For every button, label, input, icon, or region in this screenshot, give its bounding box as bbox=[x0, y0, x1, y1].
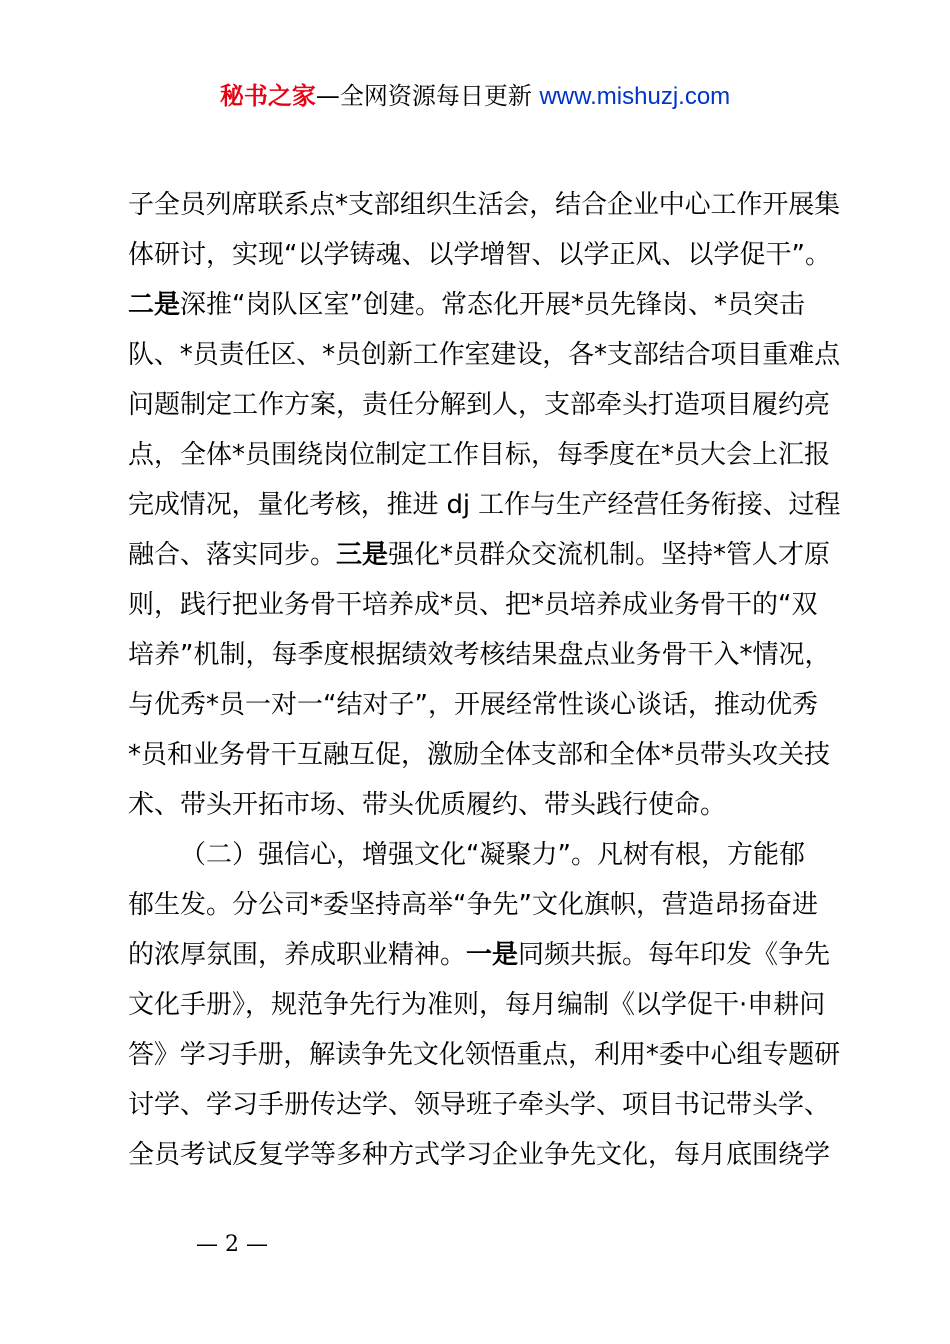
text-segment: 培养”机制，每季度根据绩效考核结果盘点业务骨干入*情况， bbox=[128, 640, 831, 670]
text-segment: 点，全体*员围绕岗位制定工作目标，每季度在*员大会上汇报 bbox=[128, 440, 831, 470]
text-line bbox=[128, 1030, 840, 1080]
text-segment: 答》学习手册，解读争先文化领悟重点，利用*委中心组专题研 bbox=[128, 1040, 841, 1070]
text-segment: 完成情况，量化考核，推进 dj 工作与生产经营任务衔接、过程 bbox=[128, 490, 841, 520]
text-segment: 问题制定工作方案，责任分解到人，支部牵头打造项目履约亮 bbox=[128, 390, 831, 420]
text-segment: 讨学、学习手册传达学、领导班子牵头学、项目书记带头学、 bbox=[128, 1090, 831, 1120]
text-line bbox=[128, 580, 840, 630]
text-line bbox=[128, 180, 840, 230]
text-segment: 则，践行把业务骨干培养成*员、把*员培养成业务骨干的“双 bbox=[128, 590, 818, 620]
text-segment: 强化*员群众交流机制。坚持*管人才原 bbox=[388, 540, 831, 570]
page-number: — 2 — bbox=[196, 1232, 268, 1257]
text-segment: 深推“岗队区室”创建。常态化开展*员先锋岗、*员突击 bbox=[180, 290, 805, 320]
text-segment: （二）强信心，增强文化“凝聚力”。凡树有根，方能郁 bbox=[180, 840, 805, 870]
text-line bbox=[128, 880, 840, 930]
text-segment: 文化手册》，规范争先行为准则，每月编制《以学促干·申耕问 bbox=[128, 990, 826, 1020]
text-line bbox=[128, 980, 840, 1030]
text-segment: 队、*员责任区、*员创新工作室建设，各*支部结合项目重难点 bbox=[128, 340, 841, 370]
text-segment: *员和业务骨干互融互促，激励全体支部和全体*员带头攻关技 bbox=[128, 740, 831, 770]
site-url[interactable]: www.mishuzj.com bbox=[539, 83, 731, 110]
text-segment: 融合、落实同步。 bbox=[128, 540, 337, 570]
text-line bbox=[128, 1080, 840, 1130]
text-segment: 术、带头开拓市场、带头优质履约、带头践行使命。 bbox=[128, 790, 727, 820]
site-header bbox=[0, 80, 950, 113]
bold-lead-phrase: 一是 bbox=[466, 940, 519, 970]
text-line bbox=[128, 630, 840, 680]
site-slogan: —全网资源每日更新 bbox=[315, 82, 532, 110]
text-line bbox=[128, 380, 840, 430]
text-line bbox=[128, 280, 840, 330]
text-line bbox=[128, 230, 840, 280]
text-line bbox=[128, 1130, 840, 1180]
document-body bbox=[128, 180, 840, 1180]
text-segment: 的浓厚氛围，养成职业精神。 bbox=[128, 940, 467, 970]
text-line bbox=[128, 680, 840, 730]
text-segment: 郁生发。分公司*委坚持高举“争先”文化旗帜，营造昂扬奋进 bbox=[128, 890, 818, 920]
text-segment: 体研讨，实现“以学铸魂、以学增智、以学正风、以学促干”。 bbox=[128, 240, 831, 270]
text-line bbox=[128, 530, 840, 580]
text-segment: 子全员列席联系点*支部组织生活会，结合企业中心工作开展集 bbox=[128, 190, 841, 220]
text-line bbox=[128, 330, 840, 380]
site-name: 秘书之家 bbox=[219, 82, 316, 110]
text-segment: 全员考试反复学等多种方式学习企业争先文化，每月底围绕学 bbox=[128, 1140, 831, 1170]
text-line bbox=[128, 430, 840, 480]
bold-lead-phrase: 二是 bbox=[128, 290, 181, 320]
text-line bbox=[128, 780, 840, 830]
text-line bbox=[128, 480, 840, 530]
text-line bbox=[128, 930, 840, 980]
text-segment: 同频共振。每年印发《争先 bbox=[518, 940, 831, 970]
text-line bbox=[128, 830, 840, 880]
text-line bbox=[128, 730, 840, 780]
text-segment: 与优秀*员一对一“结对子”，开展经常性谈心谈话，推动优秀 bbox=[128, 690, 818, 720]
bold-lead-phrase: 三是 bbox=[336, 540, 389, 570]
